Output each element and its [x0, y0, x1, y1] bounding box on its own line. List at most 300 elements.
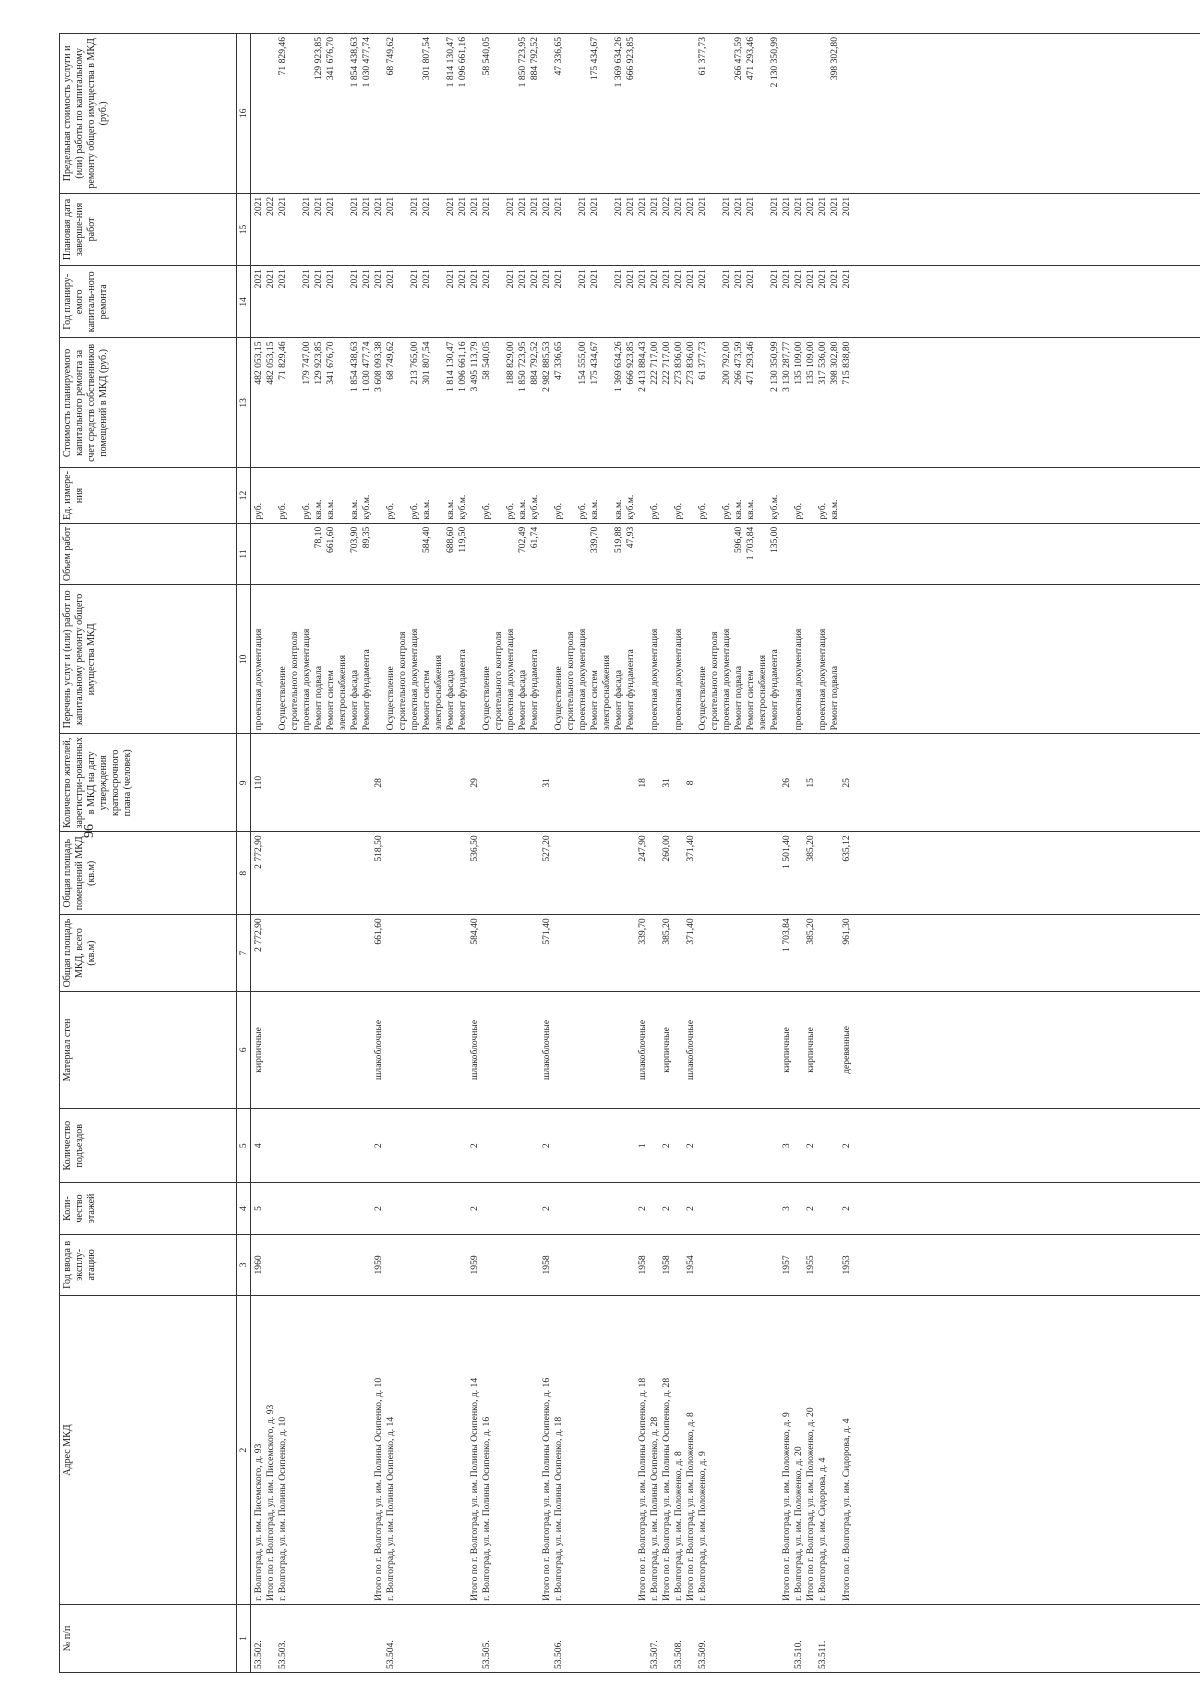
cell: 2021 [481, 196, 492, 216]
cell [433, 1112, 445, 1180]
cell: 2021 [517, 196, 528, 216]
cell [301, 527, 313, 582]
cell [505, 1238, 517, 1293]
cell [409, 1608, 421, 1669]
cell [481, 995, 493, 1105]
cell: г. Волгоград, ул. им. Полины Осипенко, д. 10 [277, 1416, 288, 1601]
cell [745, 1112, 757, 1180]
cell: 341 676,70 [325, 37, 336, 81]
cell [349, 1186, 361, 1230]
cell [601, 37, 613, 190]
cell [649, 995, 661, 1105]
cell [517, 1112, 529, 1180]
cell [385, 835, 397, 911]
cell: проектная документация [721, 628, 732, 731]
cell: 61 377,73 [697, 37, 708, 76]
cell: 2 772,90 [253, 918, 264, 952]
cell [265, 471, 277, 519]
cell: электроснабжения [601, 654, 612, 731]
cell [409, 995, 421, 1105]
cell [481, 527, 493, 582]
cell: 661,60 [373, 918, 384, 945]
cell [325, 1186, 337, 1230]
cell: 301 807,54 [421, 37, 432, 81]
cell [445, 1186, 457, 1230]
cell [385, 918, 397, 988]
cell [493, 1186, 505, 1230]
cell: Ремонт фундамента [625, 649, 636, 731]
cell [337, 1299, 349, 1601]
cell [553, 1186, 565, 1230]
cell [517, 918, 529, 988]
cell: 28 [373, 778, 384, 788]
cell: 2021 [325, 196, 336, 216]
cell [517, 1299, 529, 1601]
cell [421, 995, 433, 1105]
cell [565, 995, 577, 1105]
cell [805, 1608, 817, 1669]
cell [289, 1186, 301, 1230]
cell: 53.509. [697, 1640, 708, 1669]
cell [841, 1608, 853, 1669]
cell [793, 1112, 805, 1180]
cell: куб.м. [529, 494, 540, 520]
cell [385, 737, 397, 828]
cell: кв.м. [613, 499, 624, 520]
cell: строительного контроля [289, 631, 300, 731]
cell: 3 [781, 1206, 792, 1211]
cell [565, 1186, 577, 1230]
cell: 61 377,73 [697, 341, 708, 380]
cell [361, 835, 373, 911]
cell: 2 [373, 1143, 384, 1149]
cell: 273 836,00 [685, 341, 696, 385]
cell: кв.м. [829, 499, 840, 520]
cell [349, 835, 361, 911]
cell: 135 109,00 [805, 341, 816, 385]
cell [481, 1238, 493, 1293]
cell [289, 471, 301, 519]
cell: 2021 [445, 269, 456, 289]
column-number-12: 12 [237, 468, 251, 523]
cell: кирпичные [781, 1027, 792, 1073]
cell [313, 835, 325, 911]
cell: 47 336,65 [553, 37, 564, 76]
cell [601, 269, 613, 334]
cell: 2021 [673, 269, 684, 289]
cell [433, 269, 445, 334]
cell [817, 1186, 829, 1230]
cell [469, 588, 481, 730]
column-header-6: Материал стен [60, 991, 237, 1108]
cell: 31 [661, 778, 672, 788]
cell [601, 1112, 613, 1180]
cell [589, 1608, 601, 1669]
cell: Ремонт фундамента [769, 649, 780, 731]
cell [337, 995, 349, 1105]
cell [409, 1299, 421, 1601]
cell [757, 527, 769, 582]
cell: 2021 [781, 269, 792, 289]
cell: деревянные [841, 1025, 852, 1074]
cell [709, 1238, 721, 1293]
cell: строительного контроля [493, 631, 504, 731]
cell: 2021 [721, 196, 732, 216]
cell: 2021 [745, 196, 756, 216]
cell [397, 1608, 409, 1669]
column-number-16: 16 [237, 34, 251, 194]
cell: 2021 [589, 269, 600, 289]
cell [289, 1238, 301, 1293]
cell [493, 1238, 505, 1293]
cell [673, 918, 685, 988]
cell: 2021 [517, 269, 528, 289]
cell [757, 1299, 769, 1601]
cell: 47,93 [625, 526, 636, 549]
cell [817, 835, 829, 911]
cell [541, 1608, 553, 1669]
cell [337, 835, 349, 911]
cell [709, 1299, 721, 1601]
cell: 661,60 [325, 526, 336, 554]
cell [433, 918, 445, 988]
cell [517, 1608, 529, 1669]
cell: руб. [277, 503, 288, 520]
cell [757, 471, 769, 519]
cell: 119,50 [457, 526, 468, 553]
cell [265, 737, 277, 828]
cell: 4 [253, 1143, 264, 1149]
cell [529, 995, 541, 1105]
cell: 301 807,54 [421, 341, 432, 385]
cell: 1 850 723,95 [517, 341, 528, 392]
cell [373, 37, 385, 190]
cell [733, 1608, 745, 1669]
cell [289, 835, 301, 911]
cell: Ремонт систем [745, 670, 756, 731]
cell [265, 1238, 277, 1293]
cell [805, 37, 817, 190]
cell: куб.м. [625, 494, 636, 520]
cell [685, 37, 697, 190]
capital-repair-table [59, 33, 1200, 1673]
cell: 2021 [277, 196, 288, 216]
cell: Ремонт фундамента [361, 649, 372, 731]
cell [817, 737, 829, 828]
cell: строительного контроля [709, 631, 720, 731]
cell: 317 536,00 [817, 341, 828, 385]
cell [277, 1238, 289, 1293]
cell [529, 1238, 541, 1293]
cell [709, 527, 721, 582]
cell [313, 737, 325, 828]
cell: 2021 [277, 269, 288, 289]
cell [505, 1112, 517, 1180]
cell: 2021 [325, 269, 336, 289]
cell: 371,40 [685, 918, 696, 945]
cell: 2021 [589, 196, 600, 216]
cell [301, 737, 313, 828]
cell: 2021 [529, 269, 540, 289]
cell [589, 995, 601, 1105]
cell [769, 918, 781, 988]
column-number-1: 1 [237, 1604, 251, 1672]
cell [829, 918, 841, 988]
cell [409, 1186, 421, 1230]
cell [625, 1238, 637, 1293]
cell: 2021 [553, 196, 564, 216]
cell [361, 1112, 373, 1180]
cell [733, 918, 745, 988]
cell [733, 1238, 745, 1293]
page-number: 96 [82, 824, 97, 838]
cell: 2 130 350,99 [769, 341, 780, 392]
cell: 884 792,52 [529, 37, 540, 81]
cell [277, 835, 289, 911]
cell: 2021 [301, 196, 312, 216]
cell: кирпичные [661, 1027, 672, 1073]
cell: 1 501,40 [781, 835, 792, 869]
cell [277, 1186, 289, 1230]
cell: Осуществление [385, 666, 396, 731]
cell: 2 [805, 1143, 816, 1149]
column-cells-10 [251, 585, 1200, 734]
cell [709, 1112, 721, 1180]
cell [721, 1186, 733, 1230]
cell: 1958 [541, 1255, 552, 1275]
cell: 688,60 [445, 526, 456, 554]
cell [637, 1608, 649, 1669]
cell [649, 37, 661, 190]
cell [769, 1608, 781, 1669]
cell: 29 [469, 778, 480, 788]
column-number-row [237, 34, 251, 1673]
cell [301, 1112, 313, 1180]
cell: 175 434,67 [589, 341, 600, 385]
cell [565, 37, 577, 190]
cell [397, 995, 409, 1105]
cell: Ремонт систем [589, 670, 600, 731]
cell: г. Волгоград, ул. им. Полины Осипенко, д. 28 [649, 1416, 660, 1601]
cell [373, 588, 385, 730]
cell [397, 471, 409, 519]
cell: 175 434,67 [589, 37, 600, 81]
cell: 1954 [685, 1255, 696, 1275]
cell: 2021 [829, 269, 840, 289]
cell [373, 1608, 385, 1669]
cell: 2021 [445, 196, 456, 216]
cell: руб. [697, 503, 708, 520]
cell [289, 1299, 301, 1601]
cell: 213 765,00 [409, 341, 420, 385]
cell: 188 829,00 [505, 341, 516, 385]
cell: г. Волгоград, ул. им. Полины Осипенко, д. 14 [385, 1416, 396, 1601]
cell [805, 471, 817, 519]
cell [757, 269, 769, 334]
cell [697, 737, 709, 828]
cell: Итого по г. Волгоград, ул. им. Полины Осипенко, д. 18 [637, 1377, 648, 1601]
column-header-13: Стоимость планируемого капитального ремонта за счет средств собственников помещений в МКД (руб.) [60, 338, 237, 468]
cell [721, 737, 733, 828]
cell: г. Волгоград, ул. им. Писемского, д. 93 [253, 1443, 264, 1601]
cell: 2021 [253, 269, 264, 289]
cell [529, 1299, 541, 1601]
cell [577, 737, 589, 828]
cell: 1 850 723,95 [517, 37, 528, 88]
cell: 2021 [505, 196, 516, 216]
cell [673, 37, 685, 190]
cell [409, 37, 421, 190]
cell [553, 1238, 565, 1293]
cell: 2 [841, 1143, 852, 1149]
cell [493, 835, 505, 911]
cell: 1957 [781, 1255, 792, 1275]
cell: 2021 [481, 269, 492, 289]
cell [361, 1238, 373, 1293]
cell [745, 995, 757, 1105]
column-header-10: Перечень услуг и (или) работ по капитальному ремонту общего имущества МКД [60, 585, 237, 734]
cell: кирпичные [805, 1027, 816, 1073]
cell: 2021 [541, 269, 552, 289]
cell [289, 918, 301, 988]
cell: 58 540,05 [481, 341, 492, 380]
table-body [251, 34, 1200, 1673]
cell [445, 737, 457, 828]
cell: электроснабжения [433, 654, 444, 731]
cell: 2021 [385, 269, 396, 289]
column-cells-16 [251, 34, 1200, 194]
column-number-4: 4 [237, 1183, 251, 1234]
cell [829, 835, 841, 911]
cell: Ремонт фасада [517, 670, 528, 731]
cell: 2021 [817, 196, 828, 216]
cell: 2 [469, 1206, 480, 1211]
cell [781, 527, 793, 582]
column-header-15: Плановая дата заверше-ния работ [60, 193, 237, 265]
cell: 2021 [253, 196, 264, 216]
cell [709, 341, 721, 464]
cell: 154 555,00 [577, 341, 588, 385]
cell [781, 471, 793, 519]
cell: руб. [481, 503, 492, 520]
cell [445, 835, 457, 911]
cell: 2 [661, 1206, 672, 1211]
cell: 1953 [841, 1255, 852, 1275]
cell [505, 995, 517, 1105]
cell [637, 527, 649, 582]
column-number-3: 3 [237, 1234, 251, 1296]
cell: 703,90 [349, 526, 360, 554]
cell [397, 1238, 409, 1293]
cell: 1 096 661,16 [457, 37, 468, 88]
cell [721, 1112, 733, 1180]
cell: 5 [253, 1206, 264, 1211]
column-header-1: № п/п [60, 1604, 237, 1672]
cell [817, 527, 829, 582]
cell [337, 918, 349, 988]
cell [613, 1608, 625, 1669]
cell [337, 1186, 349, 1230]
cell: 110 [253, 775, 264, 790]
cell: 53.506. [553, 1640, 564, 1669]
cell [337, 1112, 349, 1180]
cell [697, 1238, 709, 1293]
cell: 53.510. [793, 1640, 804, 1669]
cell [505, 737, 517, 828]
cell: 266 473,59 [733, 37, 744, 81]
cell [697, 1112, 709, 1180]
cell [421, 737, 433, 828]
cell: 53.502. [253, 1640, 264, 1669]
cell [757, 1186, 769, 1230]
cell: 2 [637, 1206, 648, 1211]
cell [433, 471, 445, 519]
cell [397, 1112, 409, 1180]
column-cells-5 [251, 1108, 1200, 1183]
cell: руб. [385, 503, 396, 520]
cell: 398 302,80 [829, 341, 840, 385]
cell [265, 588, 277, 730]
cell: кв.м. [421, 499, 432, 520]
cell [661, 471, 673, 519]
cell [625, 1112, 637, 1180]
cell: г. Волгоград, ул. им. Полины Осипенко, д. 16 [481, 1416, 492, 1601]
cell [289, 269, 301, 334]
cell [673, 835, 685, 911]
cell [721, 918, 733, 988]
cell: 2021 [697, 269, 708, 289]
cell: 471 293,46 [745, 37, 756, 81]
column-number-11: 11 [237, 523, 251, 585]
cell [817, 37, 829, 190]
cell [625, 1299, 637, 1601]
cell [709, 995, 721, 1105]
cell: 482 053,15 [265, 341, 276, 385]
cell: Осуществление [697, 666, 708, 731]
cell [445, 1299, 457, 1601]
cell [493, 1608, 505, 1669]
cell: 2021 [841, 196, 852, 216]
cell [757, 995, 769, 1105]
cell [649, 737, 661, 828]
cell [673, 1186, 685, 1230]
cell [433, 37, 445, 190]
cell [613, 918, 625, 988]
cell: 1 854 438,63 [349, 341, 360, 392]
cell [301, 1238, 313, 1293]
cell [709, 269, 721, 334]
cell [697, 835, 709, 911]
cell [673, 737, 685, 828]
cell [301, 1608, 313, 1669]
cell: 129 923,85 [313, 341, 324, 385]
cell [337, 37, 349, 190]
cell: 2021 [349, 269, 360, 289]
column-header-14: Год планиру-емого капиталь-ного ремонта [60, 266, 237, 338]
cell: Ремонт систем [325, 670, 336, 731]
cell [625, 1186, 637, 1230]
column-header-3: Год ввода в эксплу-атацию [60, 1234, 237, 1296]
cell: 2021 [469, 269, 480, 289]
cell: 1959 [373, 1255, 384, 1275]
cell [565, 1112, 577, 1180]
cell [781, 588, 793, 730]
cell: 482 053,15 [253, 341, 264, 385]
cell [445, 995, 457, 1105]
cell [589, 1186, 601, 1230]
cell: 2021 [733, 196, 744, 216]
cell: 247,90 [637, 835, 648, 862]
